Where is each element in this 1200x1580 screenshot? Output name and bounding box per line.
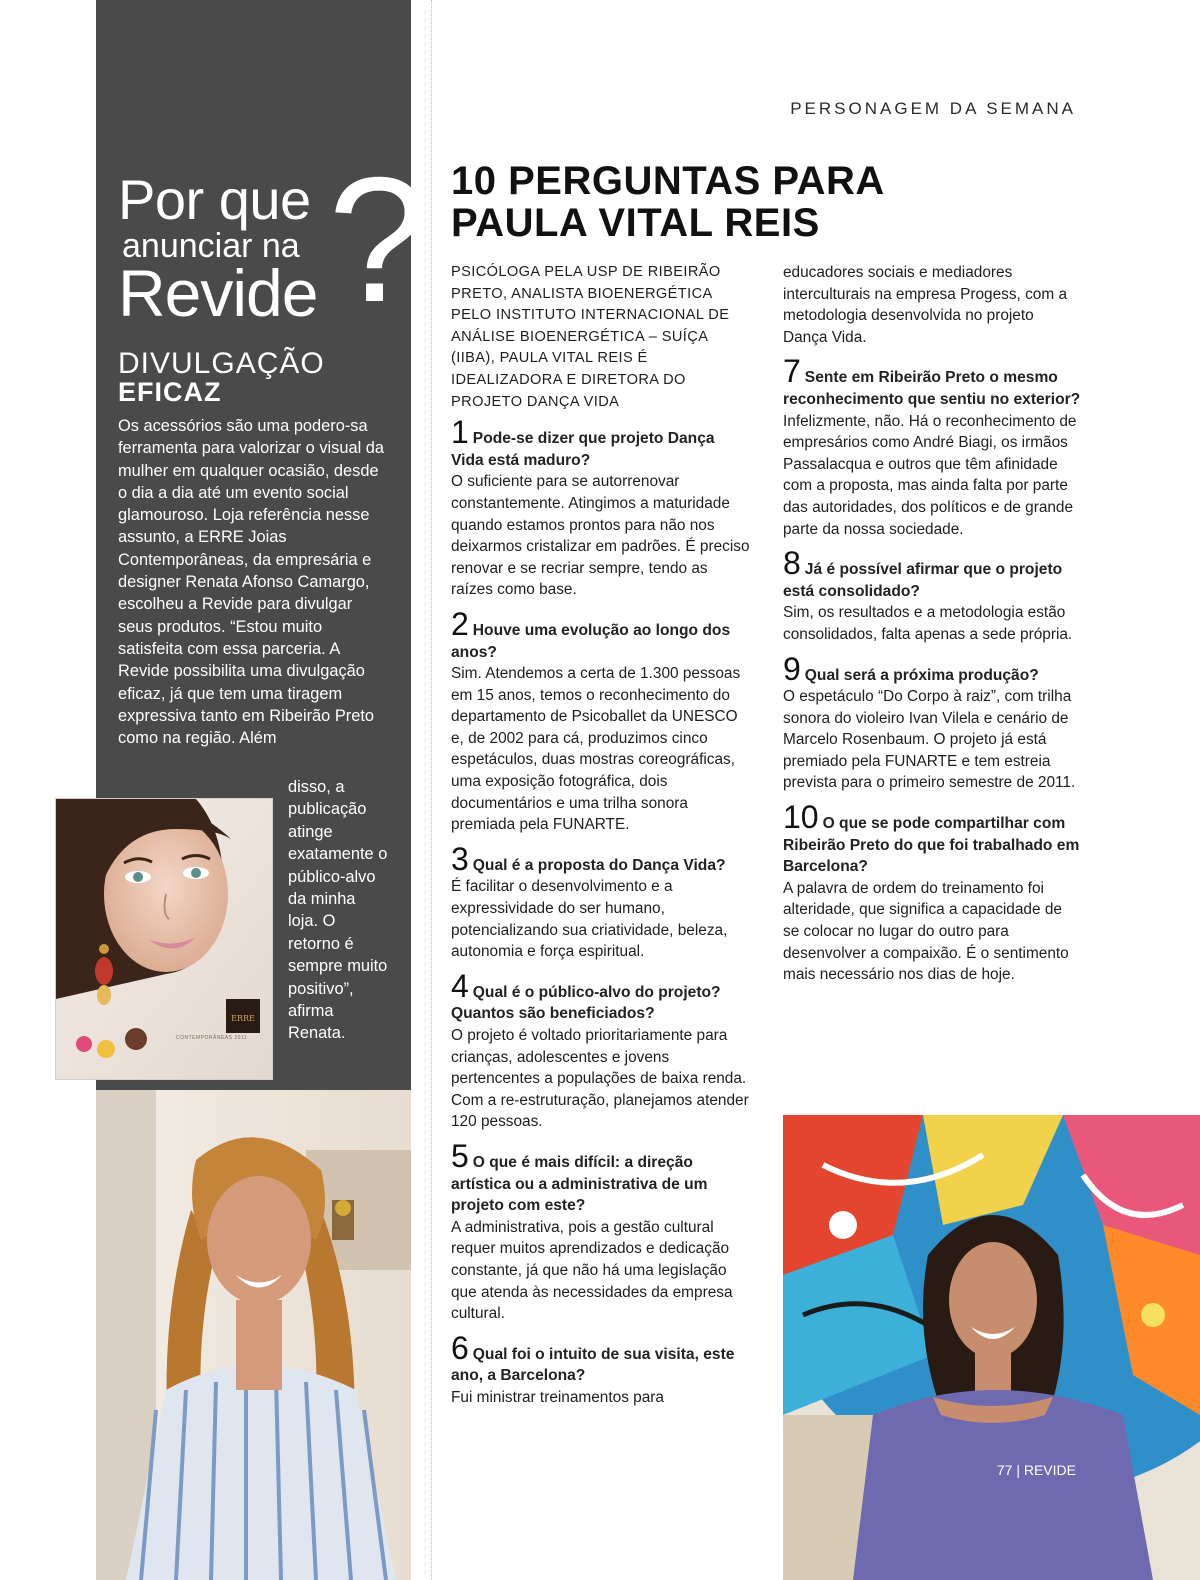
section-heading bbox=[118, 347, 325, 407]
answer-text: O projeto é voltado prioritariamente para crianças, adolescentes e jovens pertencentes a populações de baixa renda. Com a re-estruturação, planejamos atender 120 pessoas. bbox=[451, 1027, 749, 1131]
answer-text: É facilitar o desenvolvimento e a expressividade do ser humano, potencializando sua criatividade, beleza, autonomia e força espiritual. bbox=[451, 878, 728, 961]
headline-line-2: PAULA VITAL REIS bbox=[451, 201, 820, 245]
page-folio: 77 | REVIDE bbox=[996, 1462, 1076, 1478]
question-text: Sente em Ribeirão Preto o mesmo reconhecimento que sentiu no exterior? bbox=[783, 369, 1081, 408]
headline-line-1: 10 PERGUNTAS PARA bbox=[451, 159, 885, 203]
answer-text: Sim. Atendemos a certa de 1.300 pessoas em 15 anos, temos o reconhecimento do departamento de Psicoballet da UNESCO e, de 2002 para cá, produzimos cinco espetáculos, duas mostras coreográficas, uma exposição fotográfica, dois documentários e uma trilha sonora premiada pela FUNARTE. bbox=[451, 665, 741, 834]
article-column-1 bbox=[451, 262, 751, 1421]
answer-text: Infelizmente, não. Há o reconhecimento de empresários como André Biagi, os irmãos Passalacqua e outros que têm afinidade com a proposta, mas ainda falta por parte das autoridades, dos políticos e de grande parte da nossa sociedade. bbox=[783, 412, 1077, 538]
question-number: 3 bbox=[451, 840, 469, 877]
column-divider bbox=[431, 0, 432, 1580]
qa-item bbox=[783, 650, 1081, 795]
section-heading-line-2: EFICAZ bbox=[118, 377, 222, 407]
question-number: 6 bbox=[451, 1329, 469, 1366]
ad-question-mark: ? bbox=[328, 140, 427, 339]
qa-item bbox=[451, 605, 751, 836]
ad-title-line-3: Revide bbox=[118, 256, 318, 330]
ad-title-line-2: anunciar na bbox=[122, 227, 300, 265]
question-number: 8 bbox=[783, 545, 801, 582]
question-text: O que se pode compartilhar com Ribeirão Preto do que foi trabalhado em Barcelona? bbox=[783, 815, 1080, 876]
answer-text: A palavra de ordem do treinamento foi alteridade, que significa a capacidade de se colocar no lugar do outro para desenvolver a compaixão. É o sentimento mais necessário nos dias de hoje. bbox=[783, 879, 1069, 984]
question-text: Qual é o público-alvo do projeto? Quantos são beneficiados? bbox=[451, 983, 721, 1023]
answer-text: Sim, os resultados e a metodologia estão consolidados, falta apenas a sede própria. bbox=[783, 604, 1073, 643]
answer-text: O espetáculo “Do Corpo à raiz”, com trilha sonora do violeiro Ivan Vilela e cenário de Marcelo Rosenbaum. O projeto já está premiado pela FUNARTE e tem estreia prevista para o primeiro semestre de 2011. bbox=[783, 688, 1076, 792]
section-kicker: PERSONAGEM DA SEMANA bbox=[790, 99, 1076, 118]
question-number: 4 bbox=[451, 967, 469, 1004]
question-text: Pode-se dizer que projeto Dança Vida está maduro? bbox=[451, 430, 715, 469]
question-text: Qual será a próxima produção? bbox=[804, 666, 1039, 684]
article-intro: PSICÓLOGA PELA USP DE RIBEIRÃO PRETO, ANALISTA BIOENERGÉTICA PELO INSTITUTO INTERNACIONAL DE ANÁLISE BIOENERGÉTICA – SUÍÇA (IIBA), PAULA VITAL REIS É IDEALIZADORA E DIRETORA DO PROJETO DANÇA VIDA bbox=[451, 264, 730, 410]
question-number: 2 bbox=[451, 605, 469, 642]
question-number: 9 bbox=[783, 650, 801, 687]
svg-text:ERRE: ERRE bbox=[231, 1014, 255, 1023]
ad-title-line-1: Por que bbox=[118, 168, 311, 231]
question-text: Qual é a proposta do Dança Vida? bbox=[472, 856, 726, 874]
question-number: 5 bbox=[451, 1137, 469, 1174]
article-column-2 bbox=[783, 262, 1081, 998]
section-heading-line-1: DIVULGAÇÃO bbox=[118, 347, 325, 380]
qa-item bbox=[451, 1137, 751, 1325]
businesswoman-photo bbox=[96, 1090, 411, 1580]
sidebar-body-text-continued: disso, a publicação atinge exatamente o público-alvo da minha loja. O retorno é sempre muito positivo”, afirma Renata. bbox=[288, 778, 388, 1043]
qa-item bbox=[451, 1329, 751, 1409]
sidebar-body-text: Os acessórios são uma podero-sa ferramenta para valorizar o visual da mulher em qualquer ocasião, desde o dia a dia até um evento social glamouroso. Loja referência nesse assunto, a ERRE Joias Contemporâneas, da empresária e designer Renata Afonso Camargo, escolheu a Revide para divulgar seus produtos. “Estou muito satisfeita com essa parceria. A Revide possibilita uma divulgação eficaz, já que tem uma tiragem expressiva tanto em Ribeirão Preto como na região. Além bbox=[118, 417, 385, 748]
qa-item bbox=[451, 840, 751, 963]
question-text: Qual foi o intuito de sua visita, este ano, a Barcelona? bbox=[451, 1345, 735, 1385]
qa-item bbox=[783, 545, 1081, 645]
question-text: Já é possível afirmar que o projeto está consolidado? bbox=[783, 561, 1063, 600]
question-number: 1 bbox=[451, 414, 469, 451]
question-text: O que é mais difícil: a direção artística ou a administrativa de um projeto com este? bbox=[451, 1153, 708, 1215]
answer-text: A administrativa, pois a gestão cultural requer muitos aprendizados e dedicação constante, já que não há uma legislação que atenda às necessidades da empresa cultural. bbox=[451, 1218, 733, 1323]
article-headline bbox=[451, 160, 1151, 244]
qa-item bbox=[451, 967, 751, 1133]
question-text: Houve uma evolução ao longo dos anos? bbox=[451, 621, 731, 661]
ad-title bbox=[118, 140, 427, 340]
answer-continued: educadores sociais e mediadores interculturais na empresa Progess, com a metodologia desenvolvida no projeto Dança Vida. bbox=[783, 264, 1067, 346]
ad-caption: CONTEMPORÂNEAS 2011 bbox=[176, 1035, 248, 1041]
interviewee-photo bbox=[783, 1115, 1200, 1580]
qa-item bbox=[783, 353, 1081, 540]
question-number: 7 bbox=[783, 353, 801, 390]
qa-item bbox=[783, 799, 1081, 986]
answer-text: Fui ministrar treinamentos para bbox=[451, 1388, 664, 1406]
question-number: 10 bbox=[783, 799, 819, 836]
answer-text: O suficiente para se autorrenovar constantemente. Atingimos a maturidade quando estamos prontos para não nos deixarmos cristalizar em padrões. É preciso renovar e se recriar sempre, tendo as raízes como base. bbox=[451, 473, 750, 599]
qa-item bbox=[451, 414, 751, 601]
jewelry-ad-image bbox=[55, 798, 273, 1080]
